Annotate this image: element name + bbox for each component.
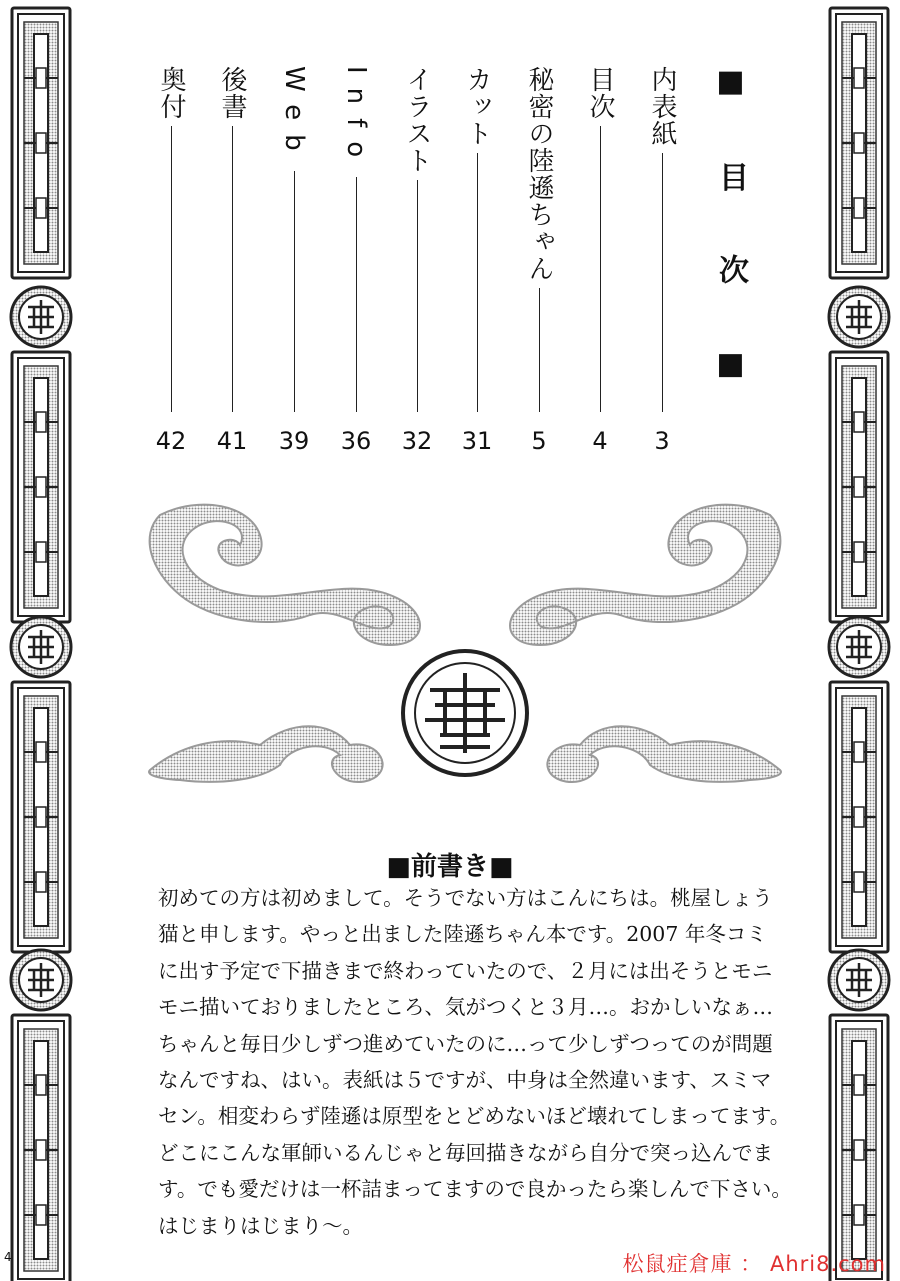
toc-entry-page: 5 (531, 427, 547, 455)
toc-entry-page: 41 (216, 427, 248, 455)
toc-entry-page: 42 (155, 427, 187, 455)
toc-entry-main-story (519, 66, 559, 456)
toc-heading: ■ 目 次 ■ (713, 64, 748, 408)
toc-entry-label: イラスト (402, 66, 432, 174)
left-lattice-border-icon (6, 0, 76, 1281)
toc-entry-label: 奥付 (156, 66, 186, 120)
toc-entry-colophon (151, 66, 191, 456)
toc-entry-page: 4 (592, 427, 608, 455)
toc-leader-line (662, 153, 663, 412)
toc-entry-label: カット (462, 66, 492, 147)
toc-entry-web (274, 66, 314, 456)
preface-line: セン。相変わらず陸遜は原型をとどめないほど壊れてしまってます。 (158, 1104, 791, 1129)
toc-entry-page: 32 (401, 427, 433, 455)
toc-leader-line (477, 153, 478, 412)
toc-entry-cut (457, 66, 497, 456)
preface-line: す。でも愛だけは一杯詰まってますので良かったら楽しんで下さい。 (158, 1177, 792, 1202)
auspicious-cloud-icon (140, 495, 790, 805)
toc-entry-page: 31 (461, 427, 493, 455)
preface-line: モニ描いておりましたところ、気がつくと３月…。おかしいなぁ… (158, 995, 773, 1020)
preface-line: どこにこんな軍師いるんじゃと毎回描きながら自分で突っ込んでま (158, 1140, 773, 1165)
preface-body (158, 880, 792, 1244)
preface-line: ちゃんと毎日少しずつ進めていたのに…って少しずつってのが問題 (158, 1031, 773, 1056)
toc-entry-contents (580, 66, 620, 456)
toc-entry-label: Web (279, 66, 309, 165)
preface-line: 初めての方は初めまして。そうでない方はこんにちは。桃屋しょう (158, 886, 773, 910)
toc-leader-line (171, 126, 172, 412)
preface-line: 猫と申します。やっと出ました陸遜ちゃん本です。2007 年冬コミ (158, 922, 767, 947)
toc-entry-label: Info (341, 66, 371, 172)
toc-leader-line (294, 171, 295, 412)
toc-entry-label: 秘密の陸遜ちゃん (524, 66, 554, 282)
toc-entry-page: 3 (654, 427, 670, 455)
toc-entry-label: 目次 (585, 66, 615, 120)
toc-entry-page: 39 (278, 427, 310, 455)
preface-line: なんですね、はい。表紙は５ですが、中身は全然違います、スミマ (158, 1068, 772, 1093)
toc-entry-page: 36 (340, 427, 372, 455)
preface-heading: ■前書き■ (386, 852, 514, 882)
toc-entry-label: 後書 (217, 66, 247, 120)
watermark-text: 松鼠症倉庫 ： Ahri8.com (622, 1252, 886, 1276)
toc-leader-line (600, 126, 601, 412)
toc-entry-afterword (212, 66, 252, 456)
toc-entry-label: 内表紙 (647, 66, 677, 147)
page-number: 4 (4, 1250, 12, 1264)
preface-line: に出す予定で下描きまで終わっていたので、２月には出そうとモニ (158, 958, 773, 983)
toc-leader-line (356, 177, 357, 412)
right-lattice-border-icon (824, 0, 894, 1281)
toc-entry-inner-cover (642, 66, 682, 456)
shou-medallion-icon (403, 651, 527, 775)
toc-entry-illust (397, 66, 437, 456)
toc-entry-info (336, 66, 376, 456)
toc-leader-line (417, 180, 418, 412)
toc-leader-line (539, 288, 540, 412)
toc-leader-line (232, 126, 233, 412)
preface-line: はじまりはじまり～。 (158, 1213, 363, 1238)
